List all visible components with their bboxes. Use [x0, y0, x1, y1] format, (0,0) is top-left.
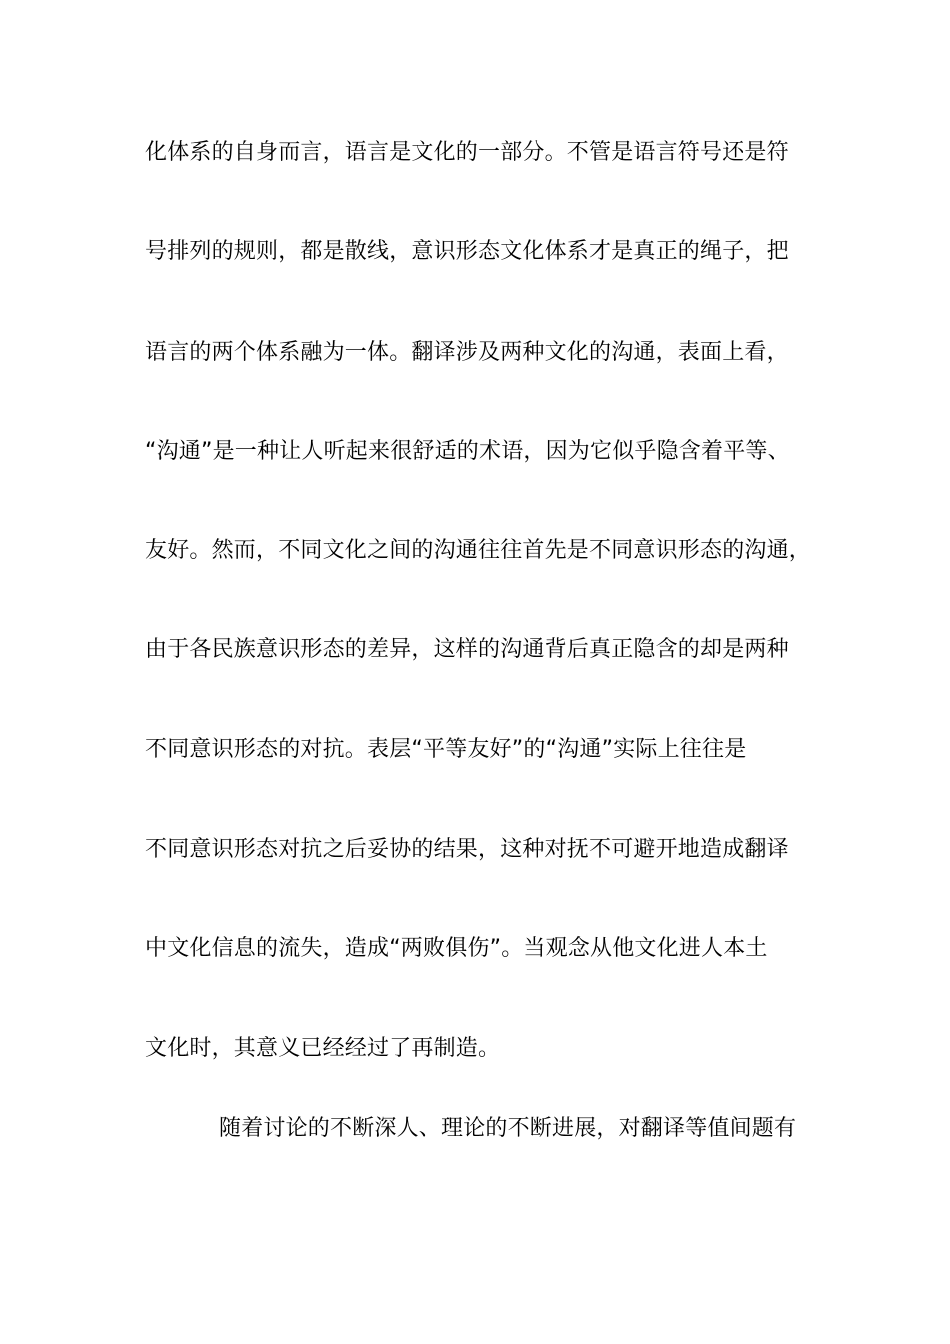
paragraph-line: 号排列的规则，都是散线，意识形态文化体系才是真正的绳子，把: [145, 239, 789, 264]
paragraph-line: 化体系的自身而言，语言是文化的一部分。不管是语言符号还是符: [145, 140, 789, 165]
paragraph-line: 不同意识形态的对抗。表层“平等友好”的“沟通”实际上往往是: [145, 737, 747, 762]
paragraph-line: 文化时，其意义已经经过了再制造。: [145, 1036, 501, 1061]
paragraph-line: 中文化信息的流失，造成“两败俱伤”。当观念从他文化进人本土: [145, 936, 768, 961]
paragraph-line: 友好。然而，不同文化之间的沟通往往首先是不同意识形态的沟通，: [145, 538, 812, 563]
paragraph-line: “沟通”是一种让人听起来很舒适的术语，因为它似乎隐含着平等、: [145, 439, 790, 464]
paragraph-line: 不同意识形态对抗之后妥协的结果，这种对抚不可避开地造成翻译: [145, 837, 789, 862]
paragraph-line: 语言的两个体系融为一体。翻译涉及两种文化的沟通，表面上看，: [145, 340, 789, 365]
paragraph-first-line: 随着讨论的不断深人、理论的不断进展，对翻译等值间题有: [219, 1116, 797, 1141]
paragraph-line: 由于各民族意识形态的差异，这样的沟通背后真正隐含的却是两种: [145, 637, 789, 662]
